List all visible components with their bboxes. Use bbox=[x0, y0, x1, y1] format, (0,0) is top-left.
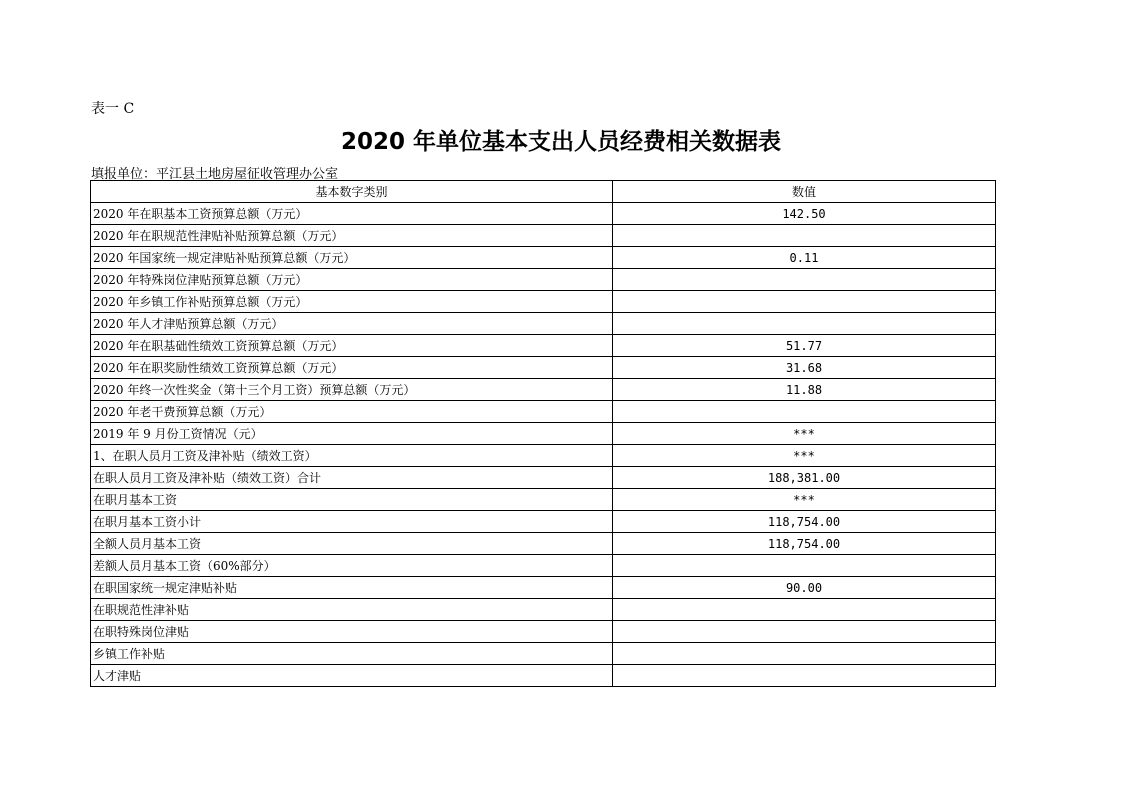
row-label: 2020 年在职奖励性绩效工资预算总额（万元） bbox=[91, 357, 613, 379]
row-value: 188,381.00 bbox=[613, 467, 996, 489]
table-row bbox=[91, 357, 996, 379]
row-label: 在职规范性津补贴 bbox=[91, 599, 613, 621]
table-row bbox=[91, 599, 996, 621]
row-value bbox=[613, 291, 996, 313]
row-value: *** bbox=[613, 489, 996, 511]
row-label: 1、在职人员月工资及津补贴（绩效工资） bbox=[91, 445, 613, 467]
table-header-row bbox=[91, 181, 996, 203]
row-label: 全额人员月基本工资 bbox=[91, 533, 613, 555]
row-label: 2020 年人才津贴预算总额（万元） bbox=[91, 313, 613, 335]
column-header-value: 数值 bbox=[613, 181, 996, 203]
row-label: 人才津贴 bbox=[91, 665, 613, 687]
row-value: *** bbox=[613, 423, 996, 445]
reporting-unit: 填报单位：平江县土地房屋征收管理办公室 bbox=[91, 167, 339, 182]
row-label: 在职月基本工资 bbox=[91, 489, 613, 511]
table-row bbox=[91, 401, 996, 423]
page-title: 2020 年单位基本支出人员经费相关数据表 bbox=[340, 129, 782, 155]
table-row bbox=[91, 313, 996, 335]
row-label: 2020 年在职基本工资预算总额（万元） bbox=[91, 203, 613, 225]
row-value bbox=[613, 313, 996, 335]
row-value bbox=[613, 665, 996, 687]
row-label: 2020 年在职基础性绩效工资预算总额（万元） bbox=[91, 335, 613, 357]
row-value bbox=[613, 401, 996, 423]
table-code: 表一 C bbox=[91, 101, 135, 117]
table-row bbox=[91, 335, 996, 357]
row-value bbox=[613, 225, 996, 247]
column-header-category: 基本数字类别 bbox=[91, 181, 613, 203]
table-row bbox=[91, 621, 996, 643]
row-value: 51.77 bbox=[613, 335, 996, 357]
row-value: 90.00 bbox=[613, 577, 996, 599]
row-label: 2020 年在职规范性津贴补贴预算总额（万元） bbox=[91, 225, 613, 247]
table-row bbox=[91, 203, 996, 225]
row-label: 2020 年终一次性奖金（第十三个月工资）预算总额（万元） bbox=[91, 379, 613, 401]
row-value: *** bbox=[613, 445, 996, 467]
row-label: 2020 年老干费预算总额（万元） bbox=[91, 401, 613, 423]
row-value bbox=[613, 643, 996, 665]
table-row bbox=[91, 665, 996, 687]
table-row bbox=[91, 247, 996, 269]
row-value bbox=[613, 621, 996, 643]
row-label: 差额人员月基本工资（60%部分） bbox=[91, 555, 613, 577]
table-row bbox=[91, 225, 996, 247]
row-value: 118,754.00 bbox=[613, 533, 996, 555]
row-value: 142.50 bbox=[613, 203, 996, 225]
table-row bbox=[91, 489, 996, 511]
row-label: 在职国家统一规定津贴补贴 bbox=[91, 577, 613, 599]
row-label: 2020 年特殊岗位津贴预算总额（万元） bbox=[91, 269, 613, 291]
row-value: 31.68 bbox=[613, 357, 996, 379]
row-label: 2019 年 9 月份工资情况（元） bbox=[91, 423, 613, 445]
table-row bbox=[91, 269, 996, 291]
table-row bbox=[91, 577, 996, 599]
row-label: 2020 年国家统一规定津贴补贴预算总额（万元） bbox=[91, 247, 613, 269]
row-value bbox=[613, 555, 996, 577]
row-value: 118,754.00 bbox=[613, 511, 996, 533]
table-row bbox=[91, 379, 996, 401]
row-label: 乡镇工作补贴 bbox=[91, 643, 613, 665]
table-row bbox=[91, 533, 996, 555]
data-table bbox=[90, 180, 996, 687]
table-row bbox=[91, 445, 996, 467]
row-value bbox=[613, 269, 996, 291]
table-row bbox=[91, 643, 996, 665]
row-label: 2020 年乡镇工作补贴预算总额（万元） bbox=[91, 291, 613, 313]
table-row bbox=[91, 467, 996, 489]
row-value bbox=[613, 599, 996, 621]
row-value: 11.88 bbox=[613, 379, 996, 401]
row-label: 在职人员月工资及津补贴（绩效工资）合计 bbox=[91, 467, 613, 489]
table-row bbox=[91, 555, 996, 577]
row-label: 在职月基本工资小计 bbox=[91, 511, 613, 533]
row-value: 0.11 bbox=[613, 247, 996, 269]
table-row bbox=[91, 511, 996, 533]
table-row bbox=[91, 423, 996, 445]
row-label: 在职特殊岗位津贴 bbox=[91, 621, 613, 643]
table-row bbox=[91, 291, 996, 313]
